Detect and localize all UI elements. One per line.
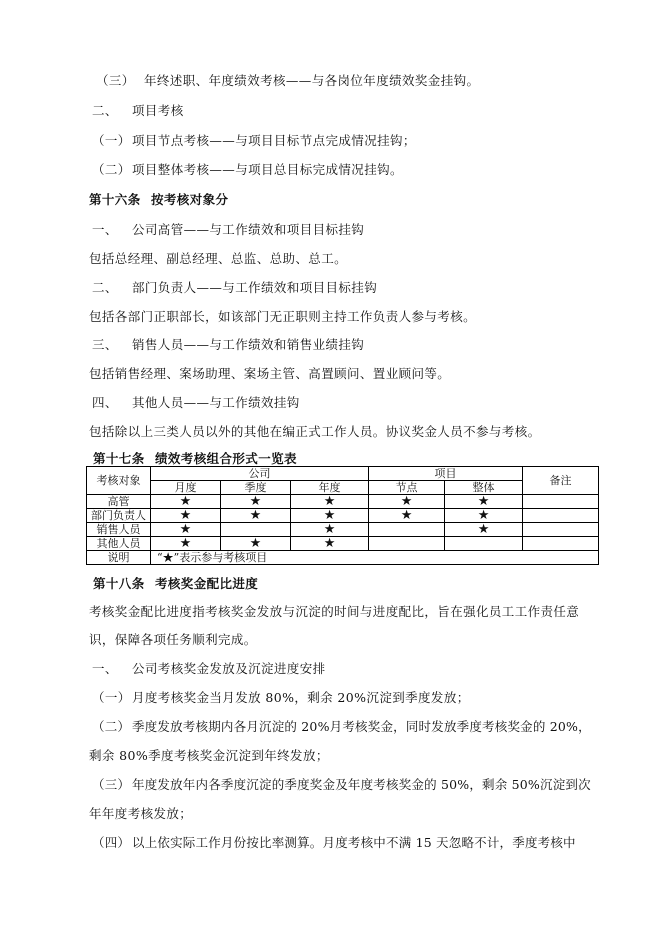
subheader-quarterly: 季度	[221, 481, 291, 495]
item-text: 公司高管——与工作绩效和项目目标挂钩	[132, 222, 365, 237]
star-cell: ★	[445, 523, 523, 537]
article-title: 绩效考核组合形式一览表	[155, 451, 297, 466]
item-marker: 三、	[92, 337, 118, 352]
item-marker: （二）	[92, 162, 131, 177]
item-2-quarterly	[92, 719, 591, 735]
article-17-heading	[93, 451, 297, 467]
star-cell: ★	[151, 495, 221, 509]
item-marker: 一、	[92, 661, 118, 676]
paragraph-ratio-intro: 考核奖金配比进度指考核奖金发放与沉淀的时间与进度配比，旨在强化员工工作责任意	[89, 604, 580, 619]
subsection-4-desc: 包括除以上三类人员以外的其他在编正式工作人员。协议奖金人员不参与考核。	[89, 424, 541, 439]
star-cell: ★	[221, 537, 291, 551]
item-marker: 二、	[92, 103, 118, 118]
item-text: 年终述职、年度绩效考核——与各岗位年度绩效奖金挂钩。	[144, 73, 480, 88]
subsection-1-schedule	[92, 661, 326, 677]
header-company: 公司	[151, 467, 369, 481]
item-2-overall	[92, 162, 403, 178]
subsection-1-executives	[92, 222, 364, 238]
item-3-annual-cont: 年年度考核发放；	[89, 806, 193, 821]
subheader-monthly: 月度	[151, 481, 221, 495]
assessment-combination-table	[86, 466, 599, 565]
remark-cell	[523, 537, 599, 551]
item-text: 项目整体考核——与项目总目标完成情况挂钩。	[132, 162, 403, 177]
table-row	[87, 523, 599, 537]
item-text: 季度发放考核期内各月沉淀的 20%月考核奖金，同时发放季度考核奖金的 20%，	[132, 719, 591, 734]
item-marker: （四）	[92, 835, 131, 850]
star-cell: ★	[369, 495, 445, 509]
item-3-year-end	[96, 73, 479, 89]
star-cell: ★	[291, 537, 369, 551]
table-subheader-row	[87, 481, 599, 495]
section-2-project	[92, 103, 184, 119]
header-remark: 备注	[523, 467, 599, 495]
star-cell	[369, 523, 445, 537]
star-cell: ★	[221, 509, 291, 523]
row-name: 销售人员	[87, 523, 151, 537]
subsection-3-sales	[92, 337, 364, 353]
remark-cell	[523, 509, 599, 523]
subsection-3-desc: 包括销售经理、案场助理、案场主管、高置顾问、置业顾问等。	[89, 366, 451, 381]
table-row	[87, 509, 599, 523]
star-cell: ★	[221, 495, 291, 509]
subsection-1-desc: 包括总经理、副总经理、总监、总助、总工。	[89, 251, 348, 266]
item-4-proration	[92, 835, 576, 851]
article-label: 第十八条	[93, 576, 145, 591]
item-text: 销售人员——与工作绩效和销售业绩挂钩	[132, 337, 365, 352]
item-marker: （一）	[92, 690, 131, 705]
star-cell	[445, 537, 523, 551]
star-cell: ★	[445, 495, 523, 509]
article-16-heading	[89, 192, 228, 208]
item-marker: 一、	[92, 222, 118, 237]
star-cell: ★	[291, 495, 369, 509]
note-label: 说明	[87, 551, 151, 565]
item-2-quarterly-cont: 剩余 80%季度考核奖金沉淀到年终发放；	[89, 748, 329, 763]
item-marker: 二、	[92, 280, 118, 295]
star-cell: ★	[151, 523, 221, 537]
article-label: 第十七条	[93, 451, 145, 466]
subheader-annual: 年度	[291, 481, 369, 495]
star-cell	[221, 523, 291, 537]
subheader-overall: 整体	[445, 481, 523, 495]
row-name: 部门负责人	[87, 509, 151, 523]
item-marker: （二）	[92, 719, 131, 734]
header-project: 项目	[369, 467, 523, 481]
article-title: 考核奖金配比进度	[155, 576, 259, 591]
article-title: 按考核对象分	[151, 192, 229, 207]
subsection-2-dept-heads	[92, 280, 377, 296]
item-marker: （一）	[92, 133, 131, 148]
item-text: 年度发放年内各季度沉淀的季度奖金及年度考核奖金的 50%，剩余 50%沉淀到次	[132, 777, 591, 792]
row-name: 其他人员	[87, 537, 151, 551]
item-1-node	[92, 133, 416, 149]
star-cell: ★	[291, 523, 369, 537]
item-text: 部门负责人——与工作绩效和项目目标挂钩	[132, 280, 378, 295]
star-cell: ★	[151, 509, 221, 523]
table-header-row	[87, 467, 599, 481]
article-label: 第十六条	[89, 192, 141, 207]
remark-cell	[523, 523, 599, 537]
star-cell: ★	[291, 509, 369, 523]
article-18-heading	[93, 576, 258, 592]
item-marker: 四、	[92, 395, 118, 410]
item-text: 以上依实际工作月份按比率测算。月度考核中不满 15 天忽略不计，季度考核中	[132, 835, 576, 850]
subsection-4-others	[92, 395, 300, 411]
item-text: 其他人员——与工作绩效挂钩	[132, 395, 300, 410]
item-marker: （三）	[92, 777, 131, 792]
item-text: 项目考核	[132, 103, 184, 118]
subsection-2-desc: 包括各部门正职部长，如该部门无正职则主持工作负责人参与考核。	[89, 309, 477, 324]
header-object: 考核对象	[87, 467, 151, 495]
table-row	[87, 495, 599, 509]
item-3-annual	[92, 777, 591, 793]
item-text: 公司考核奖金发放及沉淀进度安排	[132, 661, 326, 676]
note-text: “★”表示参与考核项目	[151, 551, 599, 565]
star-cell: ★	[445, 509, 523, 523]
item-text: 项目节点考核——与项目目标节点完成情况挂钩；	[132, 133, 416, 148]
table-row	[87, 537, 599, 551]
row-name: 高管	[87, 495, 151, 509]
item-marker: （三）	[96, 73, 135, 88]
subheader-node: 节点	[369, 481, 445, 495]
item-1-monthly	[92, 690, 470, 706]
star-cell	[369, 537, 445, 551]
paragraph-ratio-intro-cont: 识，保障各项任务顺利完成。	[89, 632, 257, 647]
table-note-row	[87, 551, 599, 565]
item-text: 月度考核奖金当月发放 80%，剩余 20%沉淀到季度发放；	[132, 690, 470, 705]
star-cell: ★	[151, 537, 221, 551]
star-cell: ★	[369, 509, 445, 523]
remark-cell	[523, 495, 599, 509]
